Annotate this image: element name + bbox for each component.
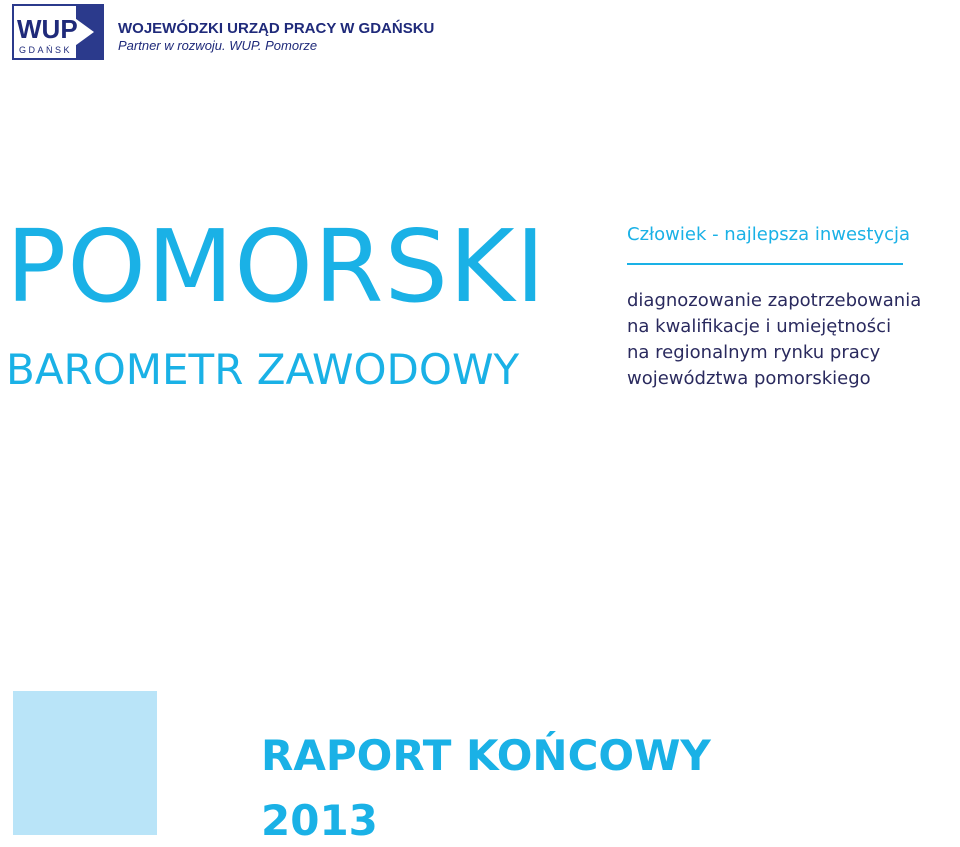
wup-logo-graphic bbox=[14, 6, 102, 58]
logo-city: GDAŃSK bbox=[19, 45, 73, 55]
org-name: WOJEWÓDZKI URZĄD PRACY W GDAŃSKU bbox=[118, 20, 435, 37]
report-title: RAPORT KOŃCOWY bbox=[261, 731, 711, 780]
description-line: diagnozowanie zapotrzebowania bbox=[627, 290, 922, 311]
logo-letters: WUP bbox=[17, 14, 78, 44]
description-line: województwa pomorskiego bbox=[627, 368, 871, 389]
report-year: 2013 bbox=[261, 796, 378, 845]
description-line: na regionalnym rynku pracy bbox=[627, 342, 881, 363]
org-tagline: Partner w rozwoju. WUP. Pomorze bbox=[118, 38, 318, 53]
description-line: na kwalifikacje i umiejętności bbox=[627, 316, 892, 337]
wup-logo bbox=[12, 4, 104, 60]
decorative-square bbox=[13, 691, 157, 835]
slogan: Człowiek - najlepsza inwestycja bbox=[627, 224, 911, 245]
slogan-divider bbox=[627, 263, 903, 265]
title-main: POMORSKI bbox=[6, 208, 547, 325]
title-sub: BAROMETR ZAWODOWY bbox=[6, 345, 520, 394]
description bbox=[627, 288, 921, 392]
